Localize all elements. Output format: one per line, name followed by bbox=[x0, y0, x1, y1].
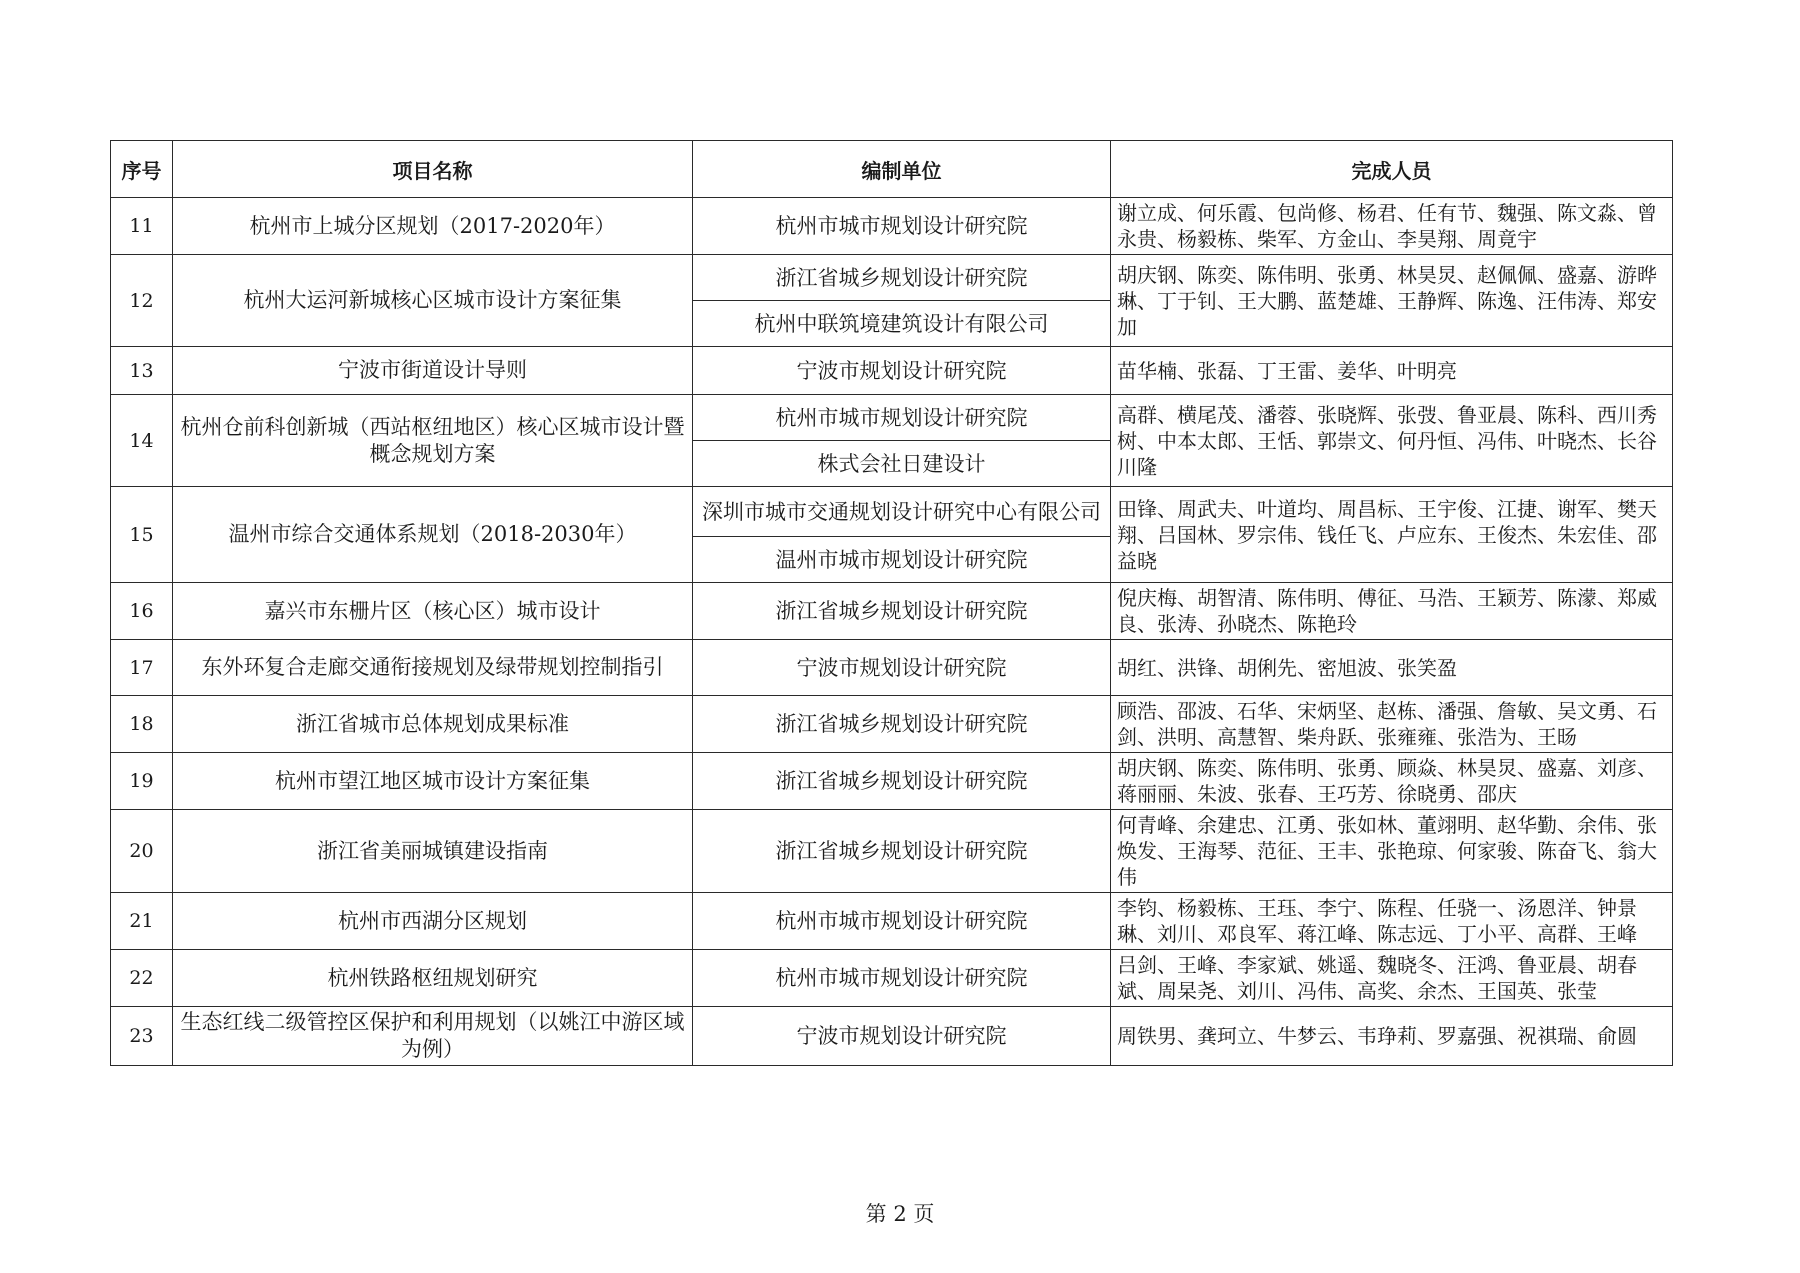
row-unit: 温州市城市规划设计研究院 bbox=[693, 537, 1111, 583]
table-row bbox=[111, 487, 1673, 537]
row-unit: 浙江省城乡规划设计研究院 bbox=[693, 753, 1111, 810]
row-unit: 浙江省城乡规划设计研究院 bbox=[693, 810, 1111, 893]
row-project-name: 杭州市西湖分区规划 bbox=[173, 893, 693, 950]
row-project-name: 杭州市上城分区规划（2017-2020年） bbox=[173, 198, 693, 255]
row-project-name: 杭州铁路枢纽规划研究 bbox=[173, 950, 693, 1007]
row-unit: 株式会社日建设计 bbox=[693, 441, 1111, 487]
row-project-name: 杭州仓前科创新城（西站枢纽地区）核心区城市设计暨概念规划方案 bbox=[173, 395, 693, 487]
table-row bbox=[111, 696, 1673, 753]
row-project-name: 杭州大运河新城核心区城市设计方案征集 bbox=[173, 255, 693, 347]
row-unit: 浙江省城乡规划设计研究院 bbox=[693, 696, 1111, 753]
row-seq: 20 bbox=[111, 810, 173, 893]
row-unit: 深圳市城市交通规划设计研究中心有限公司 bbox=[693, 487, 1111, 537]
row-project-name: 宁波市街道设计导则 bbox=[173, 347, 693, 395]
row-people: 何青峰、余建忠、江勇、张如林、董翊明、赵华勤、余伟、张焕发、王海琴、范征、王丰、张艳琼、何家骏、陈奋飞、翁大伟 bbox=[1111, 810, 1673, 893]
row-project-name: 杭州市望江地区城市设计方案征集 bbox=[173, 753, 693, 810]
row-unit: 浙江省城乡规划设计研究院 bbox=[693, 583, 1111, 640]
row-people: 胡红、洪锋、胡俐先、密旭波、张笑盈 bbox=[1111, 640, 1673, 696]
row-unit: 杭州市城市规划设计研究院 bbox=[693, 893, 1111, 950]
row-people: 田锋、周武夫、叶道均、周昌标、王宇俊、江捷、谢军、樊天翔、吕国林、罗宗伟、钱任飞、卢应东、王俊杰、朱宏佳、邵益晓 bbox=[1111, 487, 1673, 583]
row-project-name: 嘉兴市东栅片区（核心区）城市设计 bbox=[173, 583, 693, 640]
table-row bbox=[111, 583, 1673, 640]
row-seq: 22 bbox=[111, 950, 173, 1007]
row-seq: 19 bbox=[111, 753, 173, 810]
row-people: 顾浩、邵波、石华、宋炳坚、赵栋、潘强、詹敏、吴文勇、石剑、洪明、高慧智、柴舟跃、张雍雍、张浩为、王旸 bbox=[1111, 696, 1673, 753]
row-people: 胡庆钢、陈奕、陈伟明、张勇、林昊炅、赵佩佩、盛嘉、游晔琳、丁于钊、王大鹏、蓝楚雄、王静辉、陈逸、汪伟涛、郑安加 bbox=[1111, 255, 1673, 347]
row-unit: 宁波市规划设计研究院 bbox=[693, 1007, 1111, 1066]
row-unit: 杭州市城市规划设计研究院 bbox=[693, 395, 1111, 441]
table-header-row bbox=[111, 141, 1673, 198]
header-seq: 序号 bbox=[111, 141, 173, 198]
row-seq: 23 bbox=[111, 1007, 173, 1066]
row-seq: 11 bbox=[111, 198, 173, 255]
row-people: 胡庆钢、陈奕、陈伟明、张勇、顾焱、林昊炅、盛嘉、刘彦、蒋丽丽、朱波、张春、王巧芳、徐晓勇、邵庆 bbox=[1111, 753, 1673, 810]
row-seq: 21 bbox=[111, 893, 173, 950]
row-people: 谢立成、何乐霞、包尚修、杨君、任有节、魏强、陈文淼、曾永贵、杨毅栋、柴军、方金山、李昊翔、周竟宇 bbox=[1111, 198, 1673, 255]
table-row bbox=[111, 198, 1673, 255]
table-row bbox=[111, 640, 1673, 696]
table-body bbox=[111, 198, 1673, 1066]
header-project-name: 项目名称 bbox=[173, 141, 693, 198]
row-unit: 杭州市城市规划设计研究院 bbox=[693, 198, 1111, 255]
row-seq: 18 bbox=[111, 696, 173, 753]
row-project-name: 温州市综合交通体系规划（2018-2030年） bbox=[173, 487, 693, 583]
row-unit: 宁波市规划设计研究院 bbox=[693, 347, 1111, 395]
row-seq: 16 bbox=[111, 583, 173, 640]
row-seq: 15 bbox=[111, 487, 173, 583]
table-row bbox=[111, 950, 1673, 1007]
row-seq: 17 bbox=[111, 640, 173, 696]
row-seq: 13 bbox=[111, 347, 173, 395]
header-people: 完成人员 bbox=[1111, 141, 1673, 198]
table-row bbox=[111, 810, 1673, 893]
row-people: 周铁男、龚珂立、牛梦云、韦琤莉、罗嘉强、祝祺瑞、俞圆 bbox=[1111, 1007, 1673, 1066]
header-unit: 编制单位 bbox=[693, 141, 1111, 198]
row-people: 苗华楠、张磊、丁王雷、姜华、叶明亮 bbox=[1111, 347, 1673, 395]
row-seq: 12 bbox=[111, 255, 173, 347]
row-unit: 杭州中联筑境建筑设计有限公司 bbox=[693, 301, 1111, 347]
row-unit: 杭州市城市规划设计研究院 bbox=[693, 950, 1111, 1007]
row-unit: 浙江省城乡规划设计研究院 bbox=[693, 255, 1111, 301]
row-people: 吕剑、王峰、李家斌、姚遥、魏晓冬、汪鸿、鲁亚晨、胡春斌、周杲尧、刘川、冯伟、高奖、余杰、王国英、张莹 bbox=[1111, 950, 1673, 1007]
table-row bbox=[111, 1007, 1673, 1066]
table-row bbox=[111, 395, 1673, 441]
project-list-table bbox=[110, 140, 1673, 1066]
row-people: 高群、横尾茂、潘蓉、张晓辉、张弢、鲁亚晨、陈科、西川秀树、中本太郎、王恬、郭崇文、何丹恒、冯伟、叶晓杰、长谷川隆 bbox=[1111, 395, 1673, 487]
table-row bbox=[111, 753, 1673, 810]
page-number: 第 2 页 bbox=[865, 1202, 935, 1226]
row-seq: 14 bbox=[111, 395, 173, 487]
row-project-name: 东外环复合走廊交通衔接规划及绿带规划控制指引 bbox=[173, 640, 693, 696]
row-people: 李钧、杨毅栋、王珏、李宁、陈程、任骁一、汤恩洋、钟景琳、刘川、邓良军、蒋江峰、陈志远、丁小平、高群、王峰 bbox=[1111, 893, 1673, 950]
row-project-name: 生态红线二级管控区保护和利用规划（以姚江中游区域为例） bbox=[173, 1007, 693, 1066]
row-people: 倪庆梅、胡智清、陈伟明、傅征、马浩、王颖芳、陈濛、郑威良、张涛、孙晓杰、陈艳玲 bbox=[1111, 583, 1673, 640]
table-row bbox=[111, 347, 1673, 395]
row-project-name: 浙江省城市总体规划成果标准 bbox=[173, 696, 693, 753]
row-project-name: 浙江省美丽城镇建设指南 bbox=[173, 810, 693, 893]
table-row bbox=[111, 255, 1673, 301]
row-unit: 宁波市规划设计研究院 bbox=[693, 640, 1111, 696]
table-row bbox=[111, 893, 1673, 950]
